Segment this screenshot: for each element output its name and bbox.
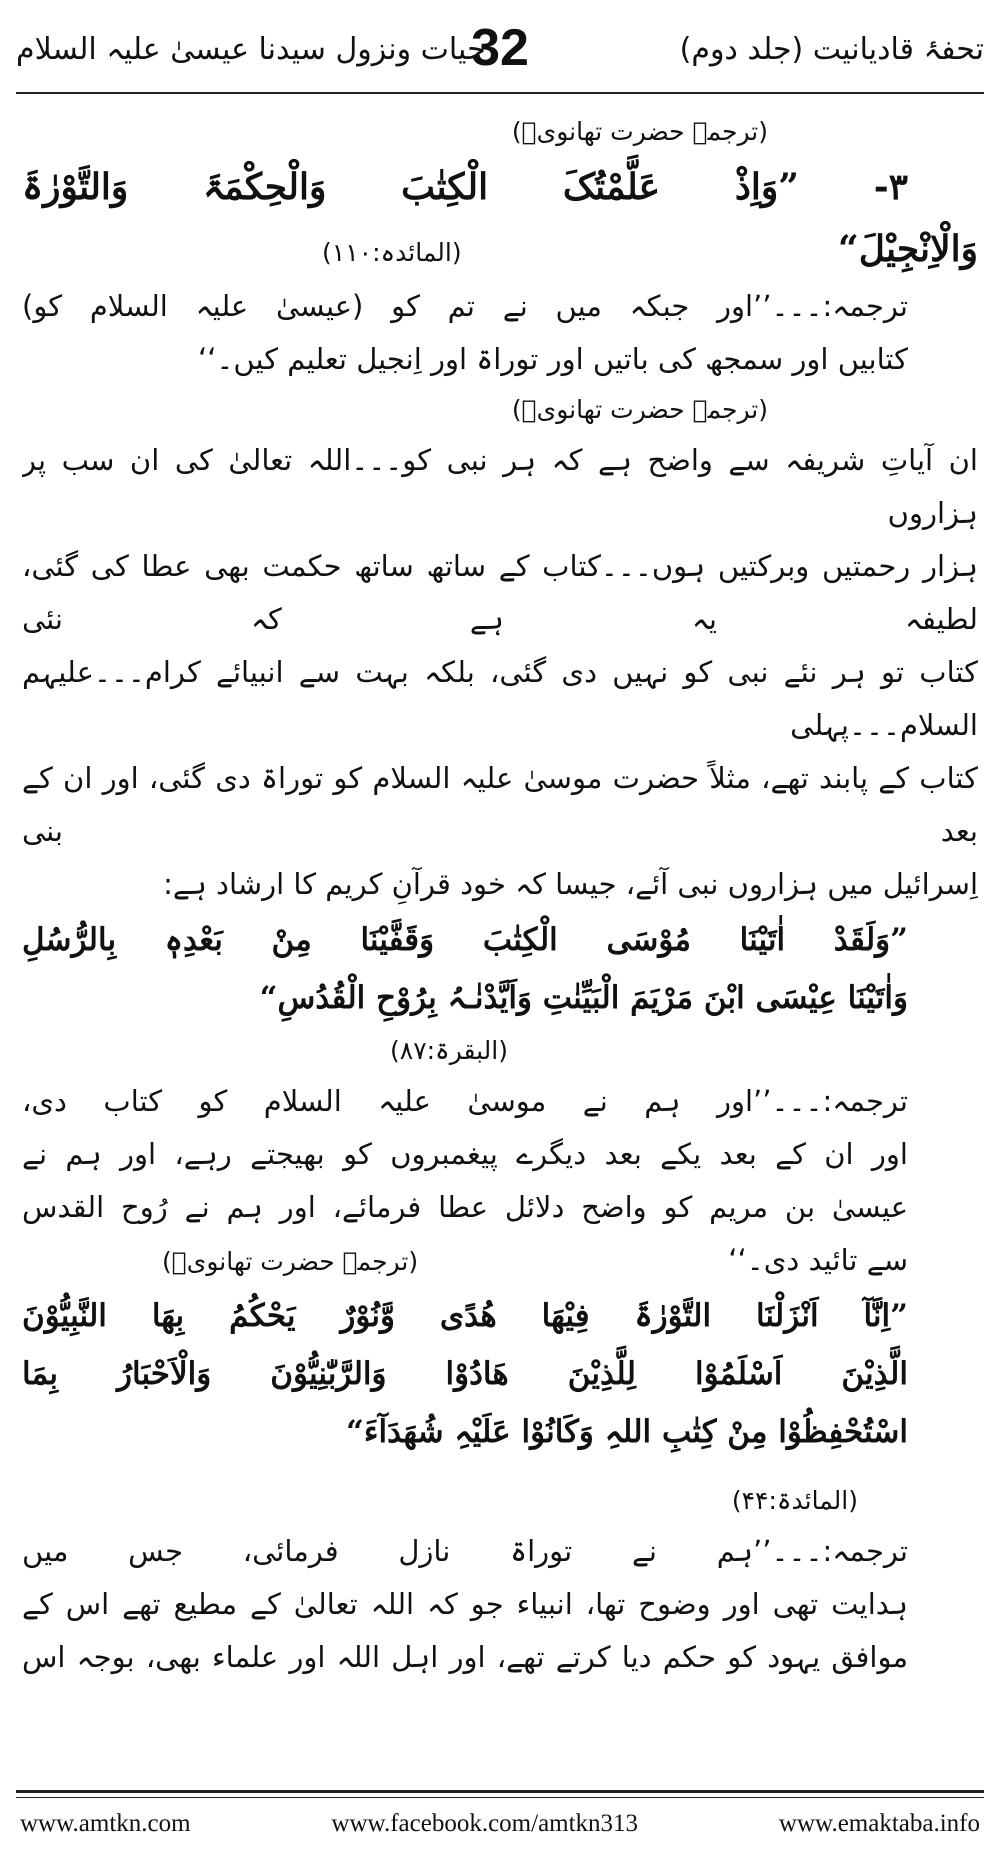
- verse-line: ”اِنَّآ اَنْزَلْنَا التَّوْرٰۃَ فِیْھَا ھُدًی وَّنُوْرٌ یَحْکُمُ بِھَا النَّبِیُّوْنَ: [22, 1298, 908, 1334]
- verse-reference: (البقرۃ:۸۷): [390, 1036, 508, 1065]
- verse-line: ”وَلَقَدْ اٰتَیْنَا مُوْسَی الْکِتٰبَ وَقَفَّیْنَا مِنْ بَعْدِہٖ بِالرُّسُلِ: [22, 922, 908, 958]
- translation-credit: (ترجمہ حضرت تھانویؒ): [162, 1247, 419, 1276]
- verse-ending-row: [22, 218, 978, 280]
- translation-line: ترجمہ:۔۔۔’’اور ہم نے موسیٰ علیہ السلام کو کتاب دی،: [22, 1084, 908, 1118]
- paragraph-line: ہزار رحمتیں وبرکتیں ہوں۔۔۔کتاب کے ساتھ ساتھ حکمت بھی عطا کی گئی، لطیفہ یہ ہے کہ نئی: [22, 549, 978, 636]
- verse-reference: (المائدۃ:۴۴): [731, 1486, 858, 1515]
- translation-credit: (ترجمہ حضرت تھانویؒ): [511, 117, 768, 146]
- translation-line: کتابیں اور سمجھ کی باتیں اور توراۃ اور اِنجیل تعلیم کیں۔‘‘: [197, 342, 908, 376]
- verse-line: وَاٰتَیْنَا عِیْسَی ابْنَ مَرْیَمَ الْبَیِّنٰتِ وَاَیَّدْنٰـہُ بِرُوْحِ الْقُدُسِ“: [259, 980, 908, 1016]
- translation-line: موافق یہود کو حکم دیا کرتے تھے، اور اہل اللہ اور علماء بھی، بوجہ اس: [22, 1640, 908, 1674]
- paragraph-line: کتاب کے پابند تھے، مثلاً حضرت موسیٰ علیہ السلام کو توراۃ دی گئی، اور ان کے بعد بنی: [22, 761, 978, 848]
- translation-line: ترجمہ:۔۔۔’’اور جبکہ میں نے تم کو (عیسیٰ علیہ السلام کو): [22, 289, 908, 323]
- verse-line: اسْتُحْفِظُوْا مِنْ کِتٰبِ اللہِ وَکَانُوْا عَلَیْہِ شُھَدَآءَ“: [346, 1414, 908, 1450]
- verse-line: ۳- ”وَاِذْ عَلَّمْتُکَ الْکِتٰبَ وَالْحِکْمَۃَ وَالتَّوْرٰۃَ: [22, 166, 908, 208]
- header-divider: [16, 92, 984, 94]
- translation-line: ہدایت تھی اور وضوح تھا، انبیاء جو کہ اللہ تعالیٰ کے مطیع تھے اس کے: [22, 1587, 908, 1621]
- translation-credit: (ترجمہ حضرت تھانویؒ): [511, 395, 768, 424]
- page-footer: [20, 1806, 980, 1842]
- translation-line: سے تائید دی۔‘‘: [728, 1243, 908, 1277]
- footer-divider: [16, 1790, 984, 1793]
- translation-line: عیسیٰ بن مریم کو واضح دلائل عطا فرمائے، اور ہم نے رُوح القدس: [22, 1190, 908, 1224]
- translation-ending-row: [22, 1234, 978, 1287]
- page-number: 32: [471, 19, 529, 77]
- verse-reference: (المائدہ:۱۱۰): [322, 238, 462, 267]
- paragraph-line: اِسرائیل میں ہزاروں نبی آئے، جیسا کہ خود قرآنِ کریم کا ارشاد ہے:: [163, 867, 978, 901]
- footer-link-facebook[interactable]: www.facebook.com/amtkn313: [331, 1810, 639, 1837]
- book-title: تحفۂ قادیانیت (جلد دوم): [679, 32, 984, 67]
- translation-line: ترجمہ:۔۔۔’’ہم نے توراۃ نازل فرمائی، جس میں: [22, 1534, 908, 1568]
- verse-line: وَالْاِنْجِیْلَ“: [837, 228, 978, 270]
- paragraph-line: کتاب تو ہر نئے نبی کو نہیں دی گئی، بلکہ بہت سے انبیائے کرام۔۔۔علیہم السلام۔۔۔پہلی: [22, 655, 978, 742]
- paragraph-line: ان آیاتِ شریفہ سے واضح ہے کہ ہر نبی کو۔۔۔اللہ تعالیٰ کی ان سب پر ہزاروں: [22, 443, 978, 530]
- chapter-title: حیات ونزول سیدنا عیسیٰ علیہ السلام: [16, 32, 486, 67]
- verse-line: الَّذِیْنَ اَسْلَمُوْا لِلَّذِیْنَ ھَادُوْا وَالرَّبّٰنِیُّوْنَ وَالْاَحْبَارُ بِمَا: [22, 1356, 908, 1392]
- page-header: [16, 18, 984, 86]
- footer-link-emaktaba[interactable]: www.emaktaba.info: [778, 1810, 980, 1837]
- footer-link-amtkn[interactable]: www.amtkn.com: [20, 1810, 191, 1837]
- translation-line: اور ان کے بعد یکے بعد دیگرے پیغمبروں کو بھیجتے رہے، اور ہم نے: [22, 1137, 908, 1171]
- footer-divider-thin: [16, 1797, 984, 1798]
- page-body: [22, 108, 978, 1708]
